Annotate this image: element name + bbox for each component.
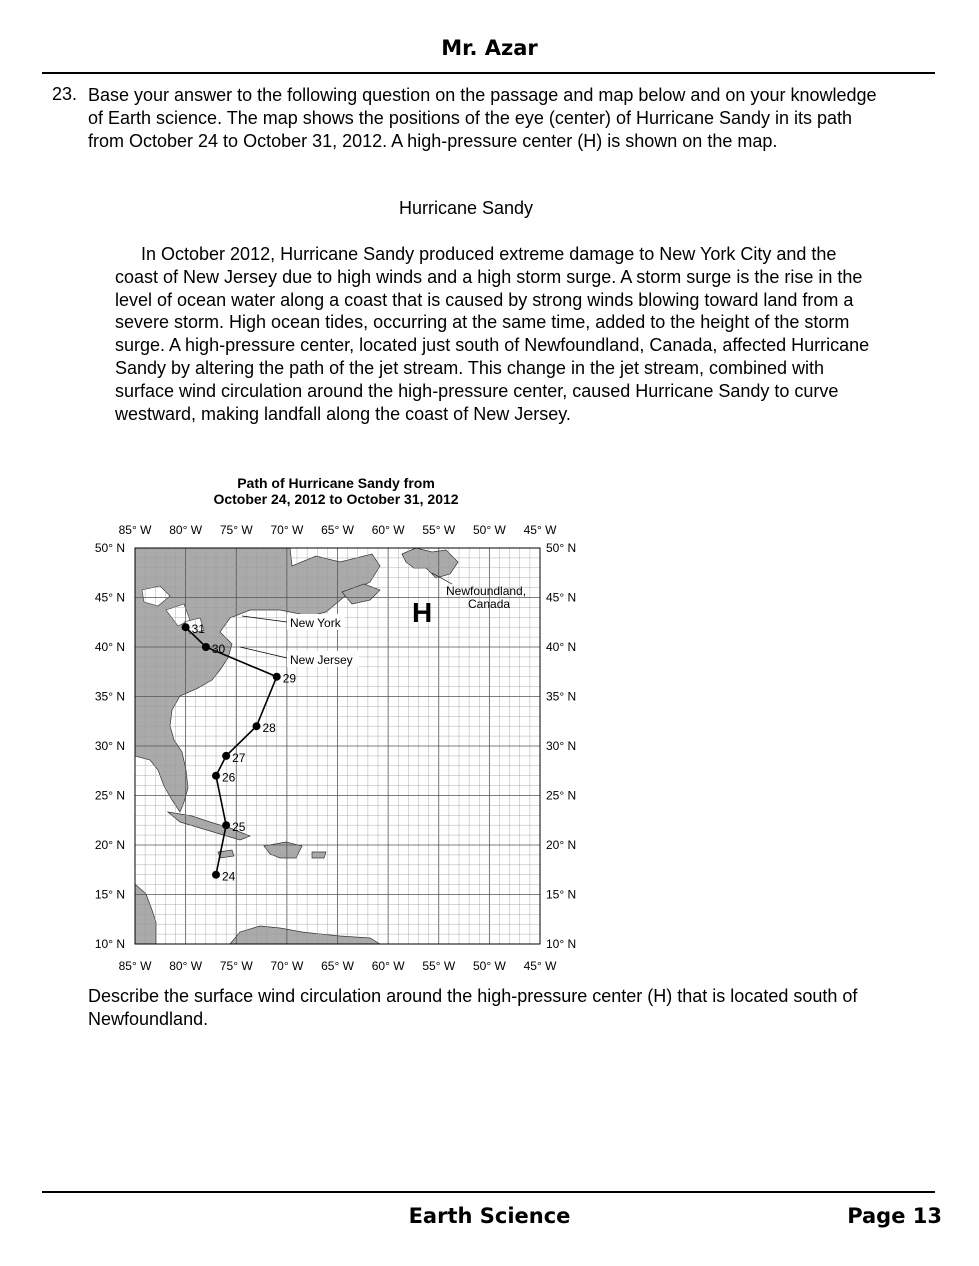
track-date-label: 24 — [222, 869, 236, 884]
longitude-label-top: 45° W — [523, 523, 557, 537]
latitude-label-right: 20° N — [546, 838, 577, 852]
latitude-label-right: 30° N — [546, 739, 577, 753]
latitude-label-left: 15° N — [94, 887, 125, 902]
longitude-label-bottom: 65° W — [321, 959, 354, 973]
hurricane-symbol-icon — [222, 821, 230, 829]
hurricane-symbol-icon — [222, 752, 230, 760]
hurricane-symbol-icon — [273, 673, 281, 681]
longitude-label-bottom: 60° W — [371, 959, 405, 973]
question-intro: Base your answer to the following question on the passage and map below and on your knowledge of Earth science. The map shows the positions of the eye (center) of Hurricane Sandy in its path from October 24 to October 31, 2012. A high-pressure center (H) is shown on the map. — [88, 85, 877, 151]
canada-label: Canada — [468, 597, 511, 611]
longitude-label-top: 50° W — [472, 523, 506, 537]
longitude-label-bottom: 80° W — [169, 959, 203, 973]
hurricane-symbol-icon — [212, 871, 220, 879]
track-date-label: 30 — [211, 642, 226, 656]
new-jersey-label: New Jersey — [290, 653, 353, 667]
track-date-label: 26 — [222, 770, 236, 785]
newfoundland-label: Newfoundland, — [446, 584, 527, 598]
longitude-label-bottom: 85° W — [118, 959, 152, 973]
longitude-label-bottom: 50° W — [472, 959, 506, 973]
latitude-label-right: 25° N — [546, 788, 577, 803]
hurricane-symbol-icon — [182, 623, 190, 631]
track-date-label: 29 — [282, 671, 297, 686]
track-date-label: 28 — [262, 721, 276, 736]
high-pressure-label: H — [412, 597, 433, 628]
track-date-label: 25 — [232, 820, 246, 835]
latitude-label-left: 10° N — [94, 937, 125, 951]
latitude-label-right: 35° N — [546, 689, 577, 704]
longitude-label-bottom: 45° W — [523, 959, 557, 973]
map-title-line1: Path of Hurricane Sandy from — [237, 475, 435, 491]
latitude-label-right: 50° N — [546, 541, 577, 555]
map-title-line2: October 24, 2012 to October 31, 2012 — [213, 491, 459, 507]
new-york-leader — [242, 616, 287, 622]
new-jersey-leader — [240, 647, 287, 658]
longitude-label-top: 65° W — [321, 523, 354, 537]
passage-title: Hurricane Sandy — [398, 198, 534, 218]
hurricane-symbol-icon — [202, 643, 210, 651]
footer-divider — [42, 1191, 935, 1193]
latitude-label-right: 15° N — [546, 887, 577, 902]
latitude-label-right: 40° N — [546, 640, 577, 654]
footer-subject: Earth Science — [408, 1204, 571, 1228]
latitude-label-right: 45° N — [546, 590, 577, 605]
land-south-america — [230, 926, 380, 944]
latitude-label-left: 20° N — [94, 838, 125, 852]
longitude-label-top: 80° W — [169, 523, 203, 537]
hurricane-symbol-icon — [253, 722, 261, 730]
longitude-label-top: 55° W — [422, 523, 456, 537]
latitude-label-right: 10° N — [546, 937, 577, 951]
track-date-label: 27 — [232, 750, 246, 765]
land-central-america — [135, 884, 156, 944]
hurricane-symbol-icon — [212, 772, 220, 780]
latitude-label-left: 35° N — [94, 689, 125, 704]
longitude-label-top: 85° W — [118, 523, 152, 537]
latitude-label-left: 30° N — [94, 739, 125, 753]
land-newfoundland — [402, 548, 458, 578]
question-prompt: Describe the surface wind circulation around the high-pressure center (H) that is located south of Newfoundland. — [88, 986, 858, 1029]
passage-text — [115, 243, 875, 425]
longitude-label-bottom: 70° W — [270, 959, 304, 973]
question-number: 23. — [52, 84, 78, 104]
header-divider — [42, 72, 935, 74]
longitude-label-bottom: 55° W — [422, 959, 456, 973]
longitude-label-top: 70° W — [270, 523, 304, 537]
track-date-label: 31 — [191, 622, 205, 637]
land-hispaniola — [264, 842, 302, 858]
longitude-label-top: 60° W — [371, 523, 405, 537]
latitude-label-left: 50° N — [94, 541, 125, 555]
latitude-label-left: 45° N — [94, 590, 125, 605]
latitude-label-left: 25° N — [94, 788, 125, 803]
footer-page-number: Page 13 — [847, 1204, 942, 1228]
longitude-label-bottom: 75° W — [219, 959, 253, 973]
new-york-label: New York — [290, 616, 341, 630]
latitude-label-left: 40° N — [94, 640, 125, 654]
page-header-title: Mr. Azar — [441, 36, 538, 60]
longitude-label-top: 75° W — [219, 523, 253, 537]
passage-body: In October 2012, Hurricane Sandy produced extreme damage to New York City and the coast of New Jersey due to high winds and a high storm surge. A storm surge is the rise in the level of ocean water along a coast that is caused by strong winds blowing toward land from a severe storm. High ocean tides, occurring at the same time, added to the height of the storm surge. A high-pressure center, located just south of Newfoundland, Canada, affected Hurricane Sandy by altering the path of the jet stream. This change in the jet stream, combined with surface wind circulation around the high-pressure center, caused Hurricane Sandy to curve westward, making landfall along the coast of New Jersey. — [115, 244, 870, 424]
hurricane-path-map — [80, 470, 590, 975]
